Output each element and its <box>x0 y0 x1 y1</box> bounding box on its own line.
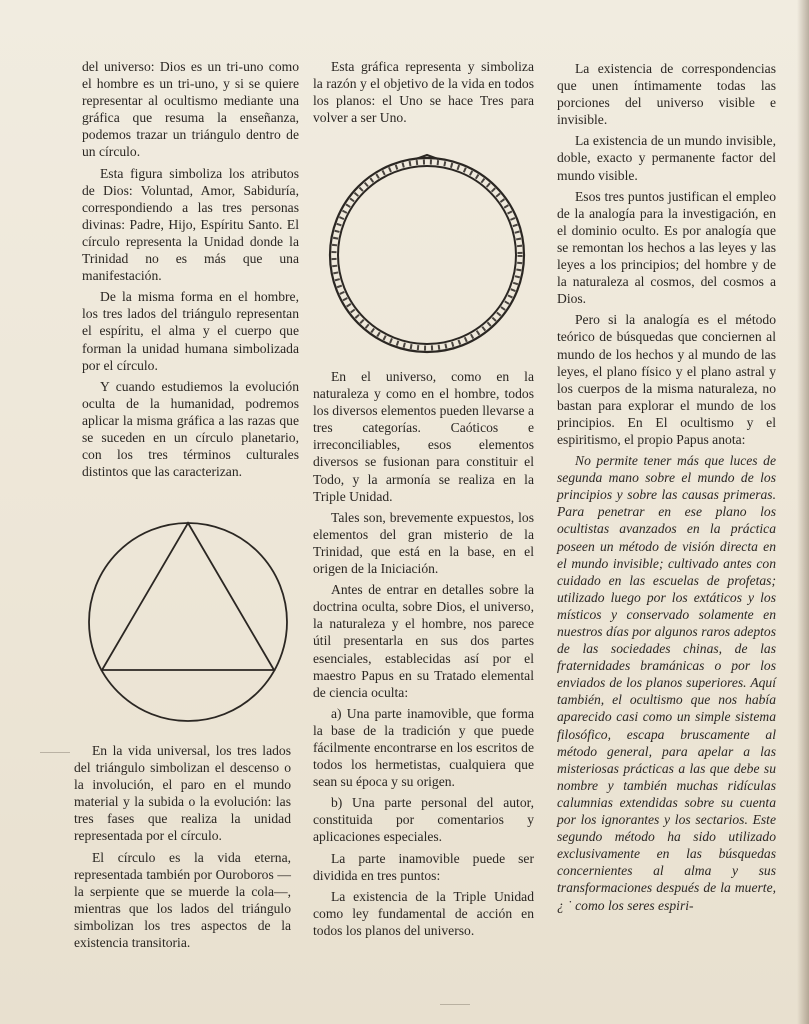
stray-mark <box>440 1004 470 1005</box>
ouroboros-inner-ring <box>338 166 516 344</box>
paragraph: De la misma forma en el hombre, los tres lados del triángulo representan el espíritu, el alma y el cuerpo que forman la unidad humana simbolizada por el círculo. <box>82 289 299 373</box>
paragraph: La existencia de un mundo invisible, doble, exacto y permanente factor del mundo visible. <box>557 133 776 183</box>
paragraph: del universo: Dios es un tri-uno como el hombre es un tri-uno, y si se quiere representar al ocultismo mediante una gráfica que resuma la enseñanza, podemos trazar un triángulo dentro de un círculo. <box>82 59 299 160</box>
paragraph: a) Una parte inamovible, que forma la base de la tradición y que puede fácilmente encontrarse en los escritos de todos los hermetistas, cualquiera que sean su época y su origen. <box>313 705 534 790</box>
paragraph: La parte inamovible puede ser dividida en tres puntos: <box>313 850 534 883</box>
column-2-top <box>313 58 534 130</box>
paragraph: Esos tres puntos justifican el empleo de la analogía para la investigación, en el dominio oculto. Es por analogía que se remontan los hechos a las leyes y las leyes a los principios; del hombre y de la naturaleza al cosmos, del cosmos a Dios. <box>557 188 776 307</box>
paragraph: Y cuando estudiemos la evolución oculta de la humanidad, podremos aplicar la misma gráfica a las razas que se suceden en un círculo planetario, con los tres términos culturales distintos que las caracterizan. <box>82 378 299 480</box>
paragraph: Antes de entrar en detalles sobre la doctrina oculta, sobre Dios, el universo, la naturaleza y el hombre, nos parece útil presentarla en sus dos partes esenciales, establecidas así por el maestro Papus en su Tratado elemental de ciencia oculta: <box>313 582 534 700</box>
ouroboros-outer-ring <box>330 158 524 352</box>
page-edge-shadow <box>797 0 809 1024</box>
figure-circle <box>89 523 287 721</box>
paragraph: Tales son, brevemente expuestos, los elementos del gran misterio de la Trinidad, que está en la base, en el origen de la Iniciación. <box>313 509 534 577</box>
paragraph: Esta gráfica representa y simboliza la razón y el objetivo de la vida en todos los planos: el Uno se hace Tres para volver a ser Uno. <box>313 59 534 126</box>
column-1-top <box>82 58 299 484</box>
stray-mark <box>40 752 70 753</box>
column-1-bottom <box>74 742 291 955</box>
quote-paragraph: No permite tener más que luces de segunda mano sobre el mundo de los principios y sobre las causas primeras. Para penetrar en ese plano los ocultistas avanzados en la práctica poseen un método de visión directa en el mundo invisible; cultivado antes con cuidado en las escuelas de profetas; utilizado luego por los extáticos y los místicos y conservado solamente en nuestros días por algunos raros adeptos de las sociedades chinas, de las fraternidades bramánicas o por los enviados de los planos superiores. Aquí también, el ocultismo que nos había aparecido casi como un simple sistema filosófico, escapa bruscamente al método general, para apelar a las misteriosas prácticas a las que debe su nombre y también muchas ridículas calumnias extendidas sobre su cuenta por los ignorantes y los sectarios. Este segundo método ha sido utilizado exclusivamente en las búsquedas concernientes al alma y sus transformaciones después de la muerte, ¿ ˙ como los seres espiri- <box>557 453 776 913</box>
paragraph: El círculo es la vida eterna, representada también por Ouroboros —la serpiente que se muerde la cola—, mientras que los lados del triángulo simbolizan los tres aspectos de la existencia transitoria. <box>74 849 291 951</box>
triangle-in-circle-figure <box>86 520 290 724</box>
figure-triangle <box>102 523 274 670</box>
paragraph: b) Una parte personal del autor, constituida por comentarios y aplicaciones especiales. <box>313 795 534 845</box>
paragraph: En la vida universal, los tres lados del triángulo simbolizan el descenso o la involución, el paro en el mundo material y la subida o la evolución: las tres fases que realiza la unidad representada por el círculo. <box>74 743 291 844</box>
ouroboros-scales <box>334 162 520 348</box>
column-2-bottom <box>313 368 534 943</box>
paragraph: Esta figura simboliza los atributos de Dios: Voluntad, Amor, Sabiduría, correspondiendo a las tres personas divinas: Padre, Hijo, Espíritu Santo. El círculo representa la Unidad donde la Trinidad no es más que una manifestación. <box>82 165 299 284</box>
paragraph: Pero si la analogía es el método teórico de búsquedas que conciernen al mundo de los hechos y al mundo de las leyes, el plano físico y el plano astral y los cuerpos de la misma naturaleza, no bastan para explorar el mundo de los principios. En El ocultismo y el espiritismo, el propio Papus anota: <box>557 312 776 447</box>
paragraph: La existencia de la Triple Unidad como ley fundamental de acción en todos los planos del universo. <box>313 888 534 938</box>
paragraph: La existencia de correspondencias que unen íntimamente todas las porciones del universo visible e invisible. <box>557 61 776 128</box>
column-3 <box>557 60 776 918</box>
paragraph: En el universo, como en la naturaleza y como en el hombre, todos los diversos elementos pueden llevarse a tres categorías. Caóticos e irreconciliables, esos elementos diversos se fusionan para constituir el Todo, y la armonía se realiza en la Triple Unidad. <box>313 369 534 504</box>
ouroboros-figure <box>324 152 530 358</box>
